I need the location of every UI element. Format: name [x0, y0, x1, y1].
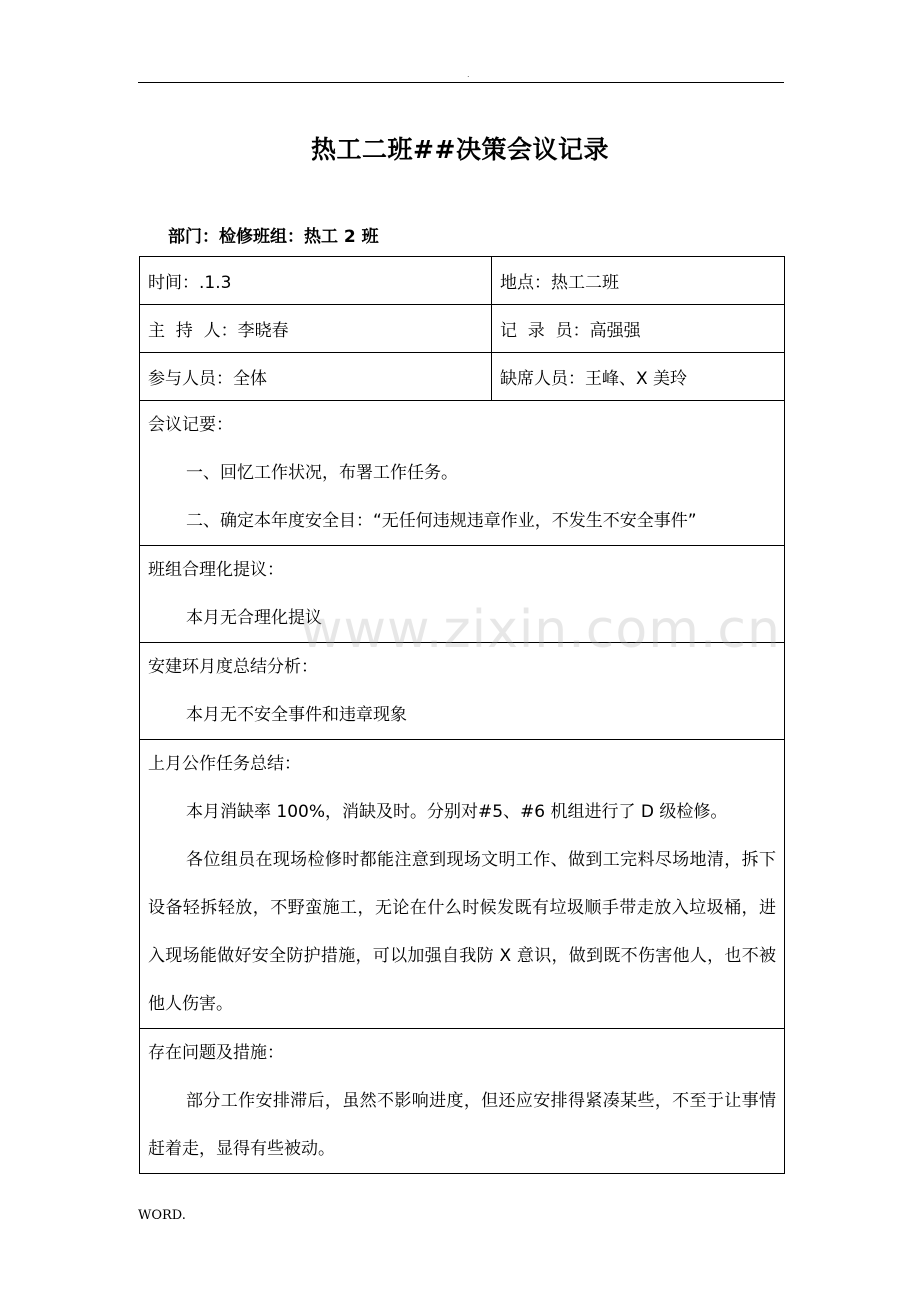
page-title: 热工二班##决策会议记录: [311, 135, 609, 164]
participants-cell: 参与人员：全体: [140, 353, 492, 401]
header-rule: [138, 82, 784, 83]
safety-analysis-section: [140, 643, 785, 740]
minutes-item: 二、确定本年度安全目：“无任何违规违章作业，不发生不安全事件”: [186, 511, 697, 531]
info-row-time-place: [140, 257, 785, 305]
last-month-summary-section: [140, 740, 785, 1029]
minutes-item: 一、回忆工作状况，布署工作任务。: [186, 463, 458, 483]
safety-analysis-heading: 安建环月度总结分析：: [148, 657, 318, 677]
issues-cell: [140, 1029, 785, 1174]
issues-section: [140, 1029, 785, 1174]
absent-cell: 缺席人员：王峰、X 美玲: [492, 353, 785, 401]
watermark: www.zixin.com.cn: [300, 600, 781, 660]
minutes-heading: 会议记要：: [148, 415, 233, 435]
last-month-summary-paragraph: 各位组员在现场检修时都能注意到现场文明工作、做到工完料尽场地清，拆下设备轻拆轻放，不野蛮施工，无论在什么时候发既有垃圾顺手带走放入垃圾桶，进入现场能做好安全防护措施，可以加强自我防 X 意识，做到既不伤害他人，也不被他人伤害。: [148, 850, 776, 1014]
footer-label: WORD.: [138, 1208, 186, 1223]
info-row-participants-absent: [140, 353, 785, 401]
minutes-table: [139, 256, 785, 1174]
suggestions-section: [140, 546, 785, 643]
header-mark: .: [467, 70, 470, 79]
safety-analysis-body: 本月无不安全事件和违章现象: [186, 705, 407, 725]
issues-paragraph: 部分工作安排滞后，虽然不影响进度，但还应安排得紧凑某些，不至于让事情赶着走，显得有些被动。: [148, 1091, 776, 1159]
department-line: 部门：检修班组：热工 2 班: [168, 227, 379, 247]
time-cell: 时间：.1.3: [140, 257, 492, 305]
info-row-host-recorder: [140, 305, 785, 353]
place-cell: 地点：热工二班: [492, 257, 785, 305]
last-month-summary-line: 本月消缺率 100%，消缺及时。分别对#5、#6 机组进行了 D 级检修。: [186, 802, 728, 822]
last-month-summary-cell: [140, 740, 785, 1029]
suggestions-cell: [140, 546, 785, 643]
suggestions-body: 本月无合理化提议: [186, 608, 322, 628]
suggestions-heading: 班组合理化提议：: [148, 560, 284, 580]
minutes-section: [140, 401, 785, 546]
host-cell: 主 持 人：李晓春: [140, 305, 492, 353]
last-month-summary-heading: 上月公作任务总结：: [148, 754, 301, 774]
minutes-cell: [140, 401, 785, 546]
issues-heading: 存在问题及措施：: [148, 1043, 284, 1063]
safety-analysis-cell: [140, 643, 785, 740]
recorder-cell: 记 录 员：高强强: [492, 305, 785, 353]
